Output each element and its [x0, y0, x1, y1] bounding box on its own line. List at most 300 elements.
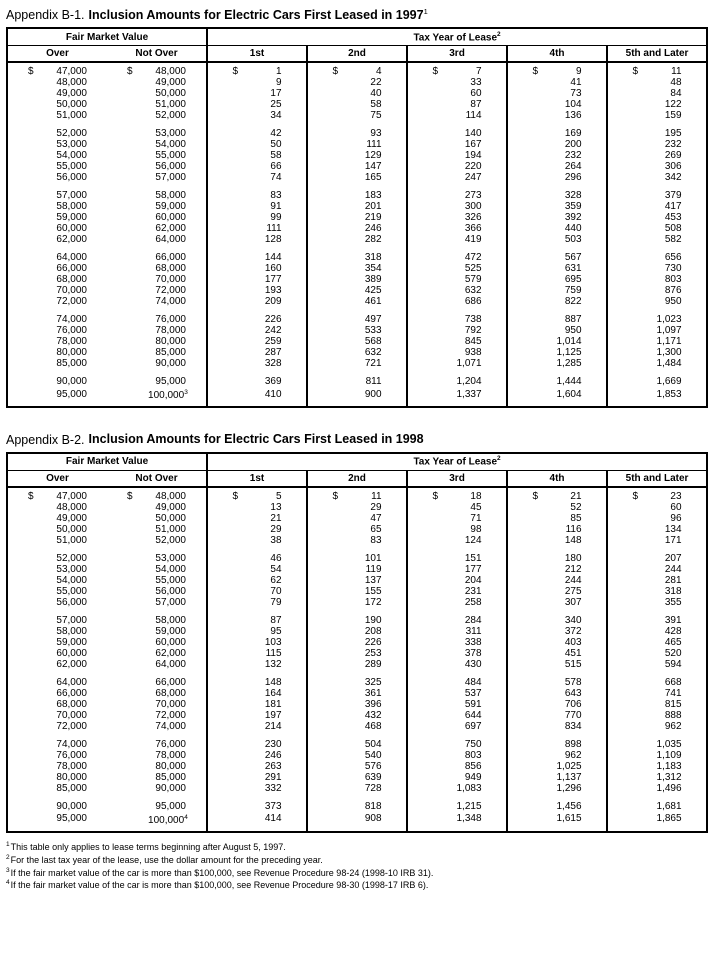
cell-not-over	[107, 513, 207, 524]
cell-amount	[307, 524, 407, 535]
cell-value: 410	[264, 388, 282, 400]
cell-amount	[607, 99, 707, 110]
cell-value: 56,000	[56, 172, 87, 184]
cell-value: 47,000	[56, 490, 87, 502]
cell-value: 631	[564, 263, 582, 275]
cell-value: 122	[664, 99, 682, 111]
cell-over	[7, 750, 107, 761]
cell-amount	[207, 524, 307, 535]
cell-not-over	[107, 223, 207, 234]
cell-value: 167	[464, 139, 482, 151]
table-row	[7, 608, 707, 626]
section-appendix-b1	[6, 5, 714, 408]
cell-value: 50,000	[56, 99, 87, 111]
cell-over	[7, 325, 107, 336]
cell-value: 95,000	[155, 376, 186, 388]
cell-amount	[507, 648, 607, 659]
col-header-over: Over	[7, 470, 107, 487]
cell-amount	[607, 699, 707, 710]
cell-over	[7, 608, 107, 626]
cell-value: 697	[464, 720, 482, 732]
cell-value: 730	[664, 263, 682, 275]
cell-amount	[507, 212, 607, 223]
cell-value: 95,000	[155, 800, 186, 812]
cell-value: 79	[270, 596, 282, 608]
cell-over	[7, 99, 107, 110]
cell-amount	[607, 564, 707, 575]
cell-amount	[507, 637, 607, 648]
cell-not-over	[107, 139, 207, 150]
cell-over	[7, 307, 107, 325]
cell-value: 50	[270, 139, 282, 151]
cell-amount	[307, 626, 407, 637]
cell-value: 87	[470, 99, 482, 111]
cell-amount	[507, 732, 607, 750]
table-row	[7, 535, 707, 546]
cell-value: 55,000	[56, 161, 87, 173]
cell-value: 644	[464, 709, 482, 721]
cell-amount	[407, 487, 507, 502]
cell-amount	[407, 659, 507, 670]
cell-not-over	[107, 172, 207, 183]
table-row	[7, 62, 707, 77]
cell-not-over	[107, 110, 207, 121]
cell-over	[7, 659, 107, 670]
cell-amount	[307, 783, 407, 794]
cell-value: 66	[270, 161, 282, 173]
cell-value: 71	[470, 512, 482, 524]
dollar-sign: $	[632, 66, 639, 78]
cell-over	[7, 212, 107, 223]
cell-value: 706	[564, 698, 582, 710]
footnotes	[6, 840, 714, 891]
cell-value: 85,000	[56, 358, 87, 370]
cell-not-over	[107, 750, 207, 761]
table-row	[7, 670, 707, 688]
cell-amount	[507, 626, 607, 637]
cell-value: 25	[270, 99, 282, 111]
cell-over	[7, 358, 107, 369]
cell-value: 1,456	[556, 800, 582, 812]
cell-value: 759	[564, 285, 582, 297]
cell-over	[7, 110, 107, 121]
cell-amount	[607, 150, 707, 161]
cell-value: 59,000	[56, 636, 87, 648]
cell-not-over	[107, 586, 207, 597]
cell-value: 50,000	[56, 523, 87, 535]
cell-value: 392	[564, 212, 582, 224]
cell-value: 888	[664, 709, 682, 721]
cell-value: 85,000	[155, 771, 186, 783]
cell-not-over	[107, 546, 207, 564]
cell-amount	[307, 710, 407, 721]
cell-not-over	[107, 688, 207, 699]
cell-amount	[207, 183, 307, 201]
cell-value: 87	[270, 614, 282, 626]
cell-amount	[307, 387, 407, 407]
cell-value: 116	[565, 523, 582, 535]
cell-amount	[407, 121, 507, 139]
cell-amount	[407, 761, 507, 772]
cell-value: 93	[370, 128, 382, 140]
cell-amount	[207, 637, 307, 648]
cell-amount	[607, 201, 707, 212]
cell-over	[7, 274, 107, 285]
col-header-over: Over	[7, 46, 107, 63]
cell-amount	[407, 161, 507, 172]
col-header-5th-and-later: 5th and Later	[607, 470, 707, 487]
col-header-not-over: Not Over	[107, 470, 207, 487]
cell-value: 52,000	[155, 534, 186, 546]
cell-value: 103	[264, 636, 282, 648]
cell-value: 275	[564, 585, 582, 597]
cell-amount	[307, 597, 407, 608]
cell-value: 822	[564, 296, 582, 308]
cell-amount	[607, 234, 707, 245]
cell-amount	[607, 347, 707, 358]
table-row	[7, 88, 707, 99]
cell-value: 231	[464, 585, 482, 597]
cell-value: 594	[664, 658, 682, 670]
cell-value: 33	[470, 77, 482, 89]
cell-value: 18	[470, 490, 482, 502]
cell-over	[7, 150, 107, 161]
cell-value: 258	[464, 596, 482, 608]
cell-value: 1,337	[456, 388, 482, 400]
cell-value: 60,000	[56, 647, 87, 659]
cell-value: 9	[575, 66, 582, 78]
cell-value: 232	[564, 150, 582, 162]
cell-value: 111	[266, 223, 282, 235]
cell-amount	[307, 183, 407, 201]
table-row	[7, 564, 707, 575]
cell-value: 451	[564, 647, 582, 659]
cell-amount	[507, 336, 607, 347]
cell-value: 246	[364, 223, 382, 235]
table-row	[7, 263, 707, 274]
cell-value: 17	[270, 88, 282, 100]
cell-over	[7, 369, 107, 387]
cell-amount	[407, 721, 507, 732]
cell-value: 95,000	[56, 813, 87, 825]
cell-amount	[307, 234, 407, 245]
cell-amount	[407, 172, 507, 183]
cell-value: 74,000	[56, 738, 87, 750]
cell-amount	[307, 245, 407, 263]
cell-amount	[507, 88, 607, 99]
cell-amount	[407, 750, 507, 761]
table-row	[7, 812, 707, 832]
cell-value: 155	[364, 585, 382, 597]
table-row	[7, 325, 707, 336]
cell-value: 1,615	[556, 813, 582, 825]
cell-amount	[507, 546, 607, 564]
cell-over	[7, 575, 107, 586]
cell-amount	[407, 212, 507, 223]
cell-value: 62,000	[56, 658, 87, 670]
cell-value: 80,000	[155, 760, 186, 772]
cell-amount	[407, 783, 507, 794]
table-row	[7, 150, 707, 161]
cell-not-over	[107, 524, 207, 535]
cell-over	[7, 245, 107, 263]
table-row	[7, 223, 707, 234]
cell-amount	[207, 245, 307, 263]
cell-amount	[207, 732, 307, 750]
cell-amount	[307, 637, 407, 648]
dollar-sign: $	[332, 66, 339, 78]
cell-amount	[207, 670, 307, 688]
cell-amount	[207, 110, 307, 121]
cell-over	[7, 812, 107, 832]
cell-value: 876	[664, 285, 682, 297]
cell-value: 1,109	[656, 749, 682, 761]
cell-value: 64,000	[56, 252, 87, 264]
cell-amount	[507, 564, 607, 575]
cell-amount	[607, 223, 707, 234]
cell-value: 1,853	[656, 388, 682, 400]
cell-value: 379	[664, 190, 682, 202]
cell-value: 42	[270, 128, 282, 140]
cell-value: 1,604	[556, 388, 582, 400]
cell-amount	[607, 535, 707, 546]
cell-value: 68,000	[56, 274, 87, 286]
cell-not-over	[107, 274, 207, 285]
cell-value: 148	[264, 676, 282, 688]
table-body	[7, 62, 707, 407]
cell-amount	[507, 139, 607, 150]
cell-value: 212	[564, 563, 582, 575]
title-prefix: Appendix B-1.	[6, 8, 85, 23]
cell-value: 90,000	[155, 782, 186, 794]
cell-over	[7, 161, 107, 172]
header-footnote-ref: 2	[497, 30, 501, 38]
cell-amount	[407, 637, 507, 648]
cell-not-over	[107, 161, 207, 172]
cell-amount	[307, 608, 407, 626]
cell-not-over	[107, 347, 207, 358]
cell-amount	[307, 575, 407, 586]
cell-value: 74,000	[56, 314, 87, 326]
cell-amount	[407, 626, 507, 637]
cell-value: 1,071	[456, 358, 482, 370]
cell-value: 60,000	[155, 212, 186, 224]
table-row	[7, 699, 707, 710]
cell-amount	[207, 772, 307, 783]
cell-amount	[407, 812, 507, 832]
cell-value: 54,000	[56, 150, 87, 162]
cell-amount	[507, 245, 607, 263]
cell-value: 58	[370, 99, 382, 111]
cell-amount	[407, 794, 507, 812]
cell-not-over	[107, 358, 207, 369]
cell-value: 1,669	[656, 376, 682, 388]
cell-amount	[607, 307, 707, 325]
cell-value: 803	[464, 749, 482, 761]
cell-value: 311	[465, 625, 482, 637]
cell-amount	[507, 285, 607, 296]
table-row	[7, 487, 707, 502]
cell-amount	[207, 575, 307, 586]
cell-value: 21	[570, 490, 582, 502]
col-header-3rd: 3rd	[407, 46, 507, 63]
cell-value: 815	[664, 698, 682, 710]
cell-value: 85,000	[155, 347, 186, 359]
cell-amount	[507, 99, 607, 110]
cell-value: 307	[564, 596, 582, 608]
cell-amount	[507, 535, 607, 546]
cell-value: 119	[365, 563, 382, 575]
cell-amount	[407, 369, 507, 387]
cell-amount	[607, 597, 707, 608]
cell-amount	[407, 535, 507, 546]
cell-value: 11	[371, 490, 382, 502]
cell-value: 147	[364, 161, 382, 173]
cell-not-over	[107, 732, 207, 750]
cell-not-over	[107, 387, 207, 407]
cell-amount	[507, 502, 607, 513]
cell-amount	[607, 110, 707, 121]
cell-amount	[607, 637, 707, 648]
cell-amount	[407, 699, 507, 710]
cell-value: 204	[464, 574, 482, 586]
cell-value: 1,496	[656, 782, 682, 794]
cell-not-over	[107, 812, 207, 832]
cell-value: 52,000	[155, 110, 186, 122]
cell-value: 1,444	[556, 376, 582, 388]
cell-value: 64,000	[56, 676, 87, 688]
cell-value: 728	[364, 782, 382, 794]
cell-not-over	[107, 772, 207, 783]
cell-value: 578	[564, 676, 582, 688]
cell-amount	[207, 77, 307, 88]
cell-value: 65	[370, 523, 382, 535]
cell-amount	[307, 62, 407, 77]
table-row	[7, 783, 707, 794]
cell-not-over	[107, 710, 207, 721]
cell-amount	[407, 296, 507, 307]
cell-value: 49,000	[155, 77, 186, 89]
cell-amount	[507, 794, 607, 812]
cell-value: 226	[364, 636, 382, 648]
cell-value: 21	[270, 512, 282, 524]
cell-value: 468	[364, 720, 382, 732]
cell-value: 58,000	[155, 614, 186, 626]
cell-value: 124	[464, 534, 482, 546]
cell-amount	[407, 575, 507, 586]
cell-value: 537	[464, 687, 482, 699]
dollar-sign: $	[28, 490, 34, 502]
cell-value: 68,000	[155, 263, 186, 275]
cell-not-over	[107, 336, 207, 347]
cell-amount	[207, 626, 307, 637]
table-row	[7, 358, 707, 369]
cell-amount	[207, 121, 307, 139]
table-row	[7, 172, 707, 183]
cell-value: 66,000	[56, 687, 87, 699]
col-header-4th: 4th	[507, 46, 607, 63]
cell-amount	[607, 524, 707, 535]
cell-value: 296	[564, 172, 582, 184]
cell-amount	[607, 586, 707, 597]
cell-value: 54	[270, 563, 282, 575]
cell-amount	[607, 626, 707, 637]
cell-value: 1,865	[656, 813, 682, 825]
cell-value: 389	[364, 274, 382, 286]
dollar-sign: $	[332, 490, 339, 502]
cell-value: 247	[464, 172, 482, 184]
table-row	[7, 688, 707, 699]
cell-amount	[207, 296, 307, 307]
col-header-3rd: 3rd	[407, 470, 507, 487]
cell-amount	[607, 546, 707, 564]
cell-value: 53,000	[56, 139, 87, 151]
cell-value: 639	[364, 771, 382, 783]
cell-amount	[407, 263, 507, 274]
appendix-b2-title	[6, 429, 714, 446]
cell-value: 34	[270, 110, 282, 122]
cell-amount	[307, 546, 407, 564]
cell-amount	[307, 296, 407, 307]
cell-value: 58	[270, 150, 282, 162]
cell-not-over	[107, 670, 207, 688]
cell-value: 1,023	[656, 314, 682, 326]
cell-value: 440	[564, 223, 582, 235]
cell-value: 54,000	[155, 139, 186, 151]
appendix-b1-title	[6, 5, 714, 22]
cell-value: 1,204	[456, 376, 482, 388]
cell-amount	[307, 688, 407, 699]
cell-amount	[507, 369, 607, 387]
cell-value: 38	[270, 534, 282, 546]
cell-value: 70	[270, 585, 282, 597]
table-row	[7, 99, 707, 110]
cell-value: 378	[464, 647, 482, 659]
cell-amount	[507, 387, 607, 407]
cell-value: 172	[364, 596, 382, 608]
cell-amount	[607, 794, 707, 812]
cell-value: 48,000	[56, 501, 87, 513]
cell-value: 13	[270, 501, 282, 513]
cell-over	[7, 794, 107, 812]
cell-value: 306	[664, 161, 682, 173]
cell-value: 834	[564, 720, 582, 732]
cell-value: 60,000	[155, 636, 186, 648]
cell-amount	[307, 347, 407, 358]
cell-amount	[407, 564, 507, 575]
cell-amount	[207, 487, 307, 502]
cell-value: 74,000	[155, 720, 186, 732]
cell-value: 41	[570, 77, 582, 89]
cell-amount	[307, 732, 407, 750]
cell-value: 219	[364, 212, 382, 224]
cell-amount	[207, 761, 307, 772]
cell-over	[7, 699, 107, 710]
cell-value: 78,000	[155, 749, 186, 761]
cell-amount	[507, 183, 607, 201]
cell-value: 72,000	[155, 285, 186, 297]
cell-not-over	[107, 794, 207, 812]
cell-value: 49,000	[56, 88, 87, 100]
cell-amount	[207, 513, 307, 524]
table-row	[7, 721, 707, 732]
cell-amount	[407, 150, 507, 161]
cell-not-over	[107, 212, 207, 223]
cell-value: 856	[464, 760, 482, 772]
cell-value: 962	[564, 749, 582, 761]
table-row	[7, 245, 707, 263]
cell-amount	[307, 502, 407, 513]
